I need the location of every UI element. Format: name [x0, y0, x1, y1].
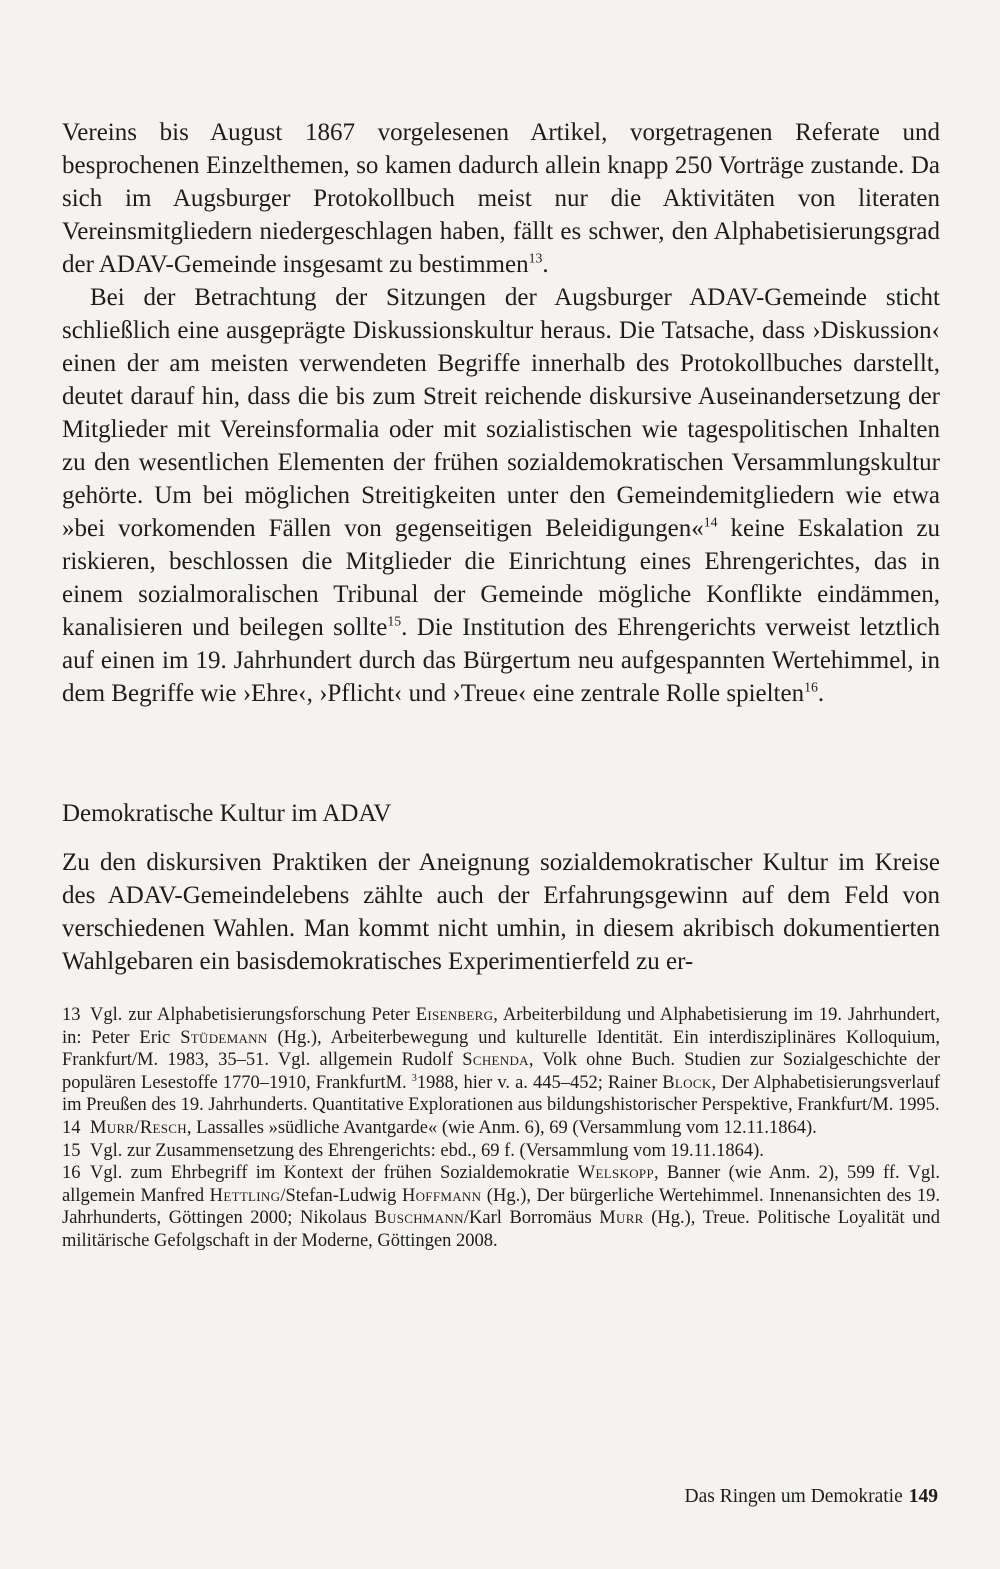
footnote-text: Vgl. zur Zusammensetzung des Ehrengerichts: ebd., 69 f. (Versammlung vom 19.11.1864). [90, 1140, 764, 1161]
footnote-number: 14 [62, 1117, 81, 1138]
main-text [62, 116, 940, 710]
footnote-reference: 16 [804, 679, 818, 695]
footnote-number: 15 [62, 1140, 81, 1161]
footnote-reference: 14 [703, 514, 718, 530]
page-number: 149 [908, 1486, 938, 1507]
author-name: Stüdemann [180, 1027, 268, 1048]
author-name: Buschmann [374, 1208, 464, 1229]
author-name: Eisenberg [415, 1005, 494, 1025]
footnotes [62, 1004, 940, 1253]
paragraph: Bei der Betrachtung der Sitzungen der Augsburger ADAV-Gemeinde sticht schließlich eine ausgeprägte Diskussionskultur heraus. Die Tatsache, dass ›Diskussion‹ einen der am meisten verwendeten Begriffe innerhalb des Protokollbuches darstellt, deutet darauf hin, dass die bis zum Streit reichende diskursive Auseinandersetzung der Mitglieder mit Vereinsformalia oder mit sozialistischen wie tagespolitischen Inhalten zu den wesentlichen Elementen der frühen sozialdemokratischen Versammlungskultur gehörte. Um bei möglichen Streitigkeiten unter den Gemeindemitgliedern wie etwa »bei vorkomenden Fällen von gegenseitigen Beleidigungen«$^{14}$ keine Eskalation zu riskieren, beschlossen die Mitglieder die Einrichtung eines Ehrengerichtes, das in einem sozialmoralischen Tribunal der Gemeinde mögliche Konflikte eindämmen, kanalisieren und beilegen sollte$^{15}$. Die Institution des Ehrengerichts verweist letztlich auf einen im 19. Jahrhundert durch das Bürgertum neu aufgespannten Wertehimmel, in dem Begriffe wie ›Ehre‹, ›Pflicht‹ und ›Treue‹ eine zentrale Rolle spielten$^{16}$. [62, 284, 941, 707]
footnote-reference: 3 [411, 1072, 417, 1084]
paragraph: Vereins bis August 1867 vorgelesenen Artikel, vorgetragenen Referate und besprochenen Einzelthemen, so kamen dadurch allein knapp 250 Vorträge zustande. Da sich im Augsburger Protokollbuch meist nur die Aktivitäten von literaten Vereinsmitgliedern niedergeschlagen haben, fällt es schwer, den Alphabetisierungsgrad der ADAV-Gemeinde insgesamt zu bestimmen$^{13}$. [62, 119, 940, 278]
footnote [62, 1162, 940, 1252]
paragraph: Zu den diskursiven Praktiken der Aneignung sozialdemokratischer Kultur im Kreise des ADAV-Gemeindelebens zählte auch der Erfahrungsgewinn auf dem Feld von verschiedenen Wahlen. Man kommt nicht umhin, in diesem akribisch dokumentierten Wahlgebaren ein basisdemokratisches Experimentierfeld zu er- [62, 849, 940, 975]
author-name: Hoffmann [401, 1185, 482, 1206]
footnote-text: Murr/Resch, Lassalles »südliche Avantgarde« (wie Anm. 6), 69 (Versammlung vom 12.11.1864). [90, 1117, 817, 1138]
footnote-number: 13 [62, 1005, 81, 1025]
footnote-text: Vgl. zur Alphabetisierungsforschung Peter Eisenberg, Arbeiterbildung und Alphabetisierung im 19. Jahrhundert, in: Peter Eric Stüdemann (Hg.), Arbeiterbewegung und kulturelle Identität. Ein interdisziplinäres Kolloquium, Frankfurt/M. 1983, 35–51. Vgl. allgemein Rudolf Schenda, Volk ohne Buch. Studien zur Sozialgeschichte der populären Lesestoffe 1770–1910, FrankfurtM. $^3$1988, hier v. a. 445–452; Rainer Block, Der Alphabetisierungsverlauf im Preußen des 19. Jahrhunderts. Quantitative Explorationen aus bildungshistorischer Perspektive, Frankfurt/M. 1995. [62, 1005, 940, 1116]
footnote [62, 1140, 940, 1163]
author-name: Welskopp [577, 1163, 654, 1184]
section-heading: Demokratische Kultur im ADAV [62, 800, 392, 827]
footnote-reference: 15 [387, 613, 402, 629]
author-name: Murr/Resch [90, 1117, 187, 1138]
running-title: Das Ringen um Demokratie [684, 1486, 903, 1507]
footnote-text: Vgl. zum Ehrbegriff im Kontext der frühen Sozialdemokratie Welskopp, Banner (wie Anm. 2), 599 ff. Vgl. allgemein Manfred Hettling/Stefan-Ludwig Hoffmann (Hg.), Der bürgerliche Wertehimmel. Innenansichten des 19. Jahrhunderts, Göttingen 2000; Nikolaus Buschmann/Karl Borromäus Murr (Hg.), Treue. Politische Loyalität und militärische Gefolgschaft in der Moderne, Göttingen 2008. [62, 1163, 940, 1251]
section-text [62, 846, 940, 978]
footnote-number: 16 [62, 1163, 81, 1184]
author-name: Hettling [209, 1185, 281, 1206]
running-footer [685, 1484, 939, 1510]
footnote [62, 1004, 940, 1117]
author-name: Murr [599, 1208, 644, 1229]
author-name: Block [662, 1072, 712, 1093]
footnote-reference: 13 [528, 250, 543, 266]
footnote [62, 1117, 940, 1140]
author-name: Schenda [462, 1050, 529, 1071]
